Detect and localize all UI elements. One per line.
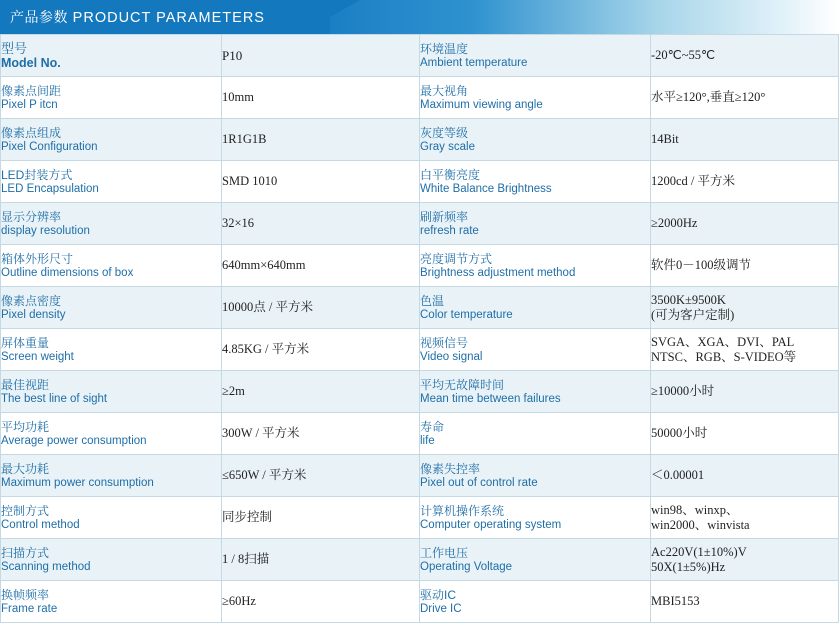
value-line: P10 [222, 48, 243, 63]
row-label-cell [1, 329, 222, 371]
table-row [1, 203, 839, 245]
row-value2-cell [651, 287, 839, 329]
row-value-cell [222, 77, 420, 119]
value2-line: Ac220V(1±10%)V [651, 544, 747, 559]
table-row [1, 329, 839, 371]
table-row [1, 455, 839, 497]
row-value-cell [222, 119, 420, 161]
label-en: Pixel P itcn [1, 98, 58, 111]
row-value-cell [222, 581, 420, 623]
label-cn: 显示分辨率 [1, 209, 62, 224]
label-en: Model No. [1, 55, 61, 70]
value2-line: ≥10000小时 [651, 384, 715, 398]
value2-line: MBI5153 [651, 594, 700, 608]
label2-en: Mean time between failures [420, 392, 561, 405]
value-line: 4.85KG / 平方米 [222, 342, 310, 356]
label2-en: Pixel out of control rate [420, 476, 538, 489]
row-value2-cell [651, 581, 839, 623]
row-label-cell [1, 371, 222, 413]
table-row [1, 77, 839, 119]
row-value-cell [222, 455, 420, 497]
value2-line: 50000小时 [651, 426, 708, 440]
label2-en: Ambient temperature [420, 56, 528, 69]
table-row [1, 35, 839, 77]
value2-line: win98、winxp、 [651, 502, 739, 517]
label2-en: White Balance Brightness [420, 182, 552, 195]
row-value-cell [222, 203, 420, 245]
row-label-cell [1, 539, 222, 581]
value2-line: ≥2000Hz [651, 216, 698, 230]
row-label2-cell [420, 539, 651, 581]
label2-en: Computer operating system [420, 518, 562, 531]
page-title [10, 5, 265, 30]
label-en: display resolution [1, 224, 90, 237]
label2-en: Brightness adjustment method [420, 266, 576, 279]
row-label2-cell [420, 581, 651, 623]
label-cn: 换帧频率 [1, 587, 50, 602]
row-label2-cell [420, 413, 651, 455]
value2-line: SVGA、XGA、DVI、PAL [651, 334, 795, 349]
label-cn: LED封装方式 [1, 167, 73, 182]
row-label2-cell [420, 371, 651, 413]
table-row [1, 371, 839, 413]
parameters-table-body [1, 35, 839, 623]
label-en: The best line of sight [1, 392, 108, 405]
label2-en: Maximum viewing angle [420, 98, 543, 111]
value-line: 1 / 8扫描 [222, 552, 270, 566]
label2-cn: 驱动IC [420, 587, 457, 602]
value-line: 同步控制 [222, 510, 273, 524]
row-label-cell [1, 161, 222, 203]
label2-en: Drive IC [420, 602, 462, 615]
row-label-cell [1, 119, 222, 161]
row-value-cell [222, 539, 420, 581]
table-row [1, 287, 839, 329]
row-label2-cell [420, 497, 651, 539]
label-cn: 像素点组成 [1, 125, 62, 140]
label2-cn: 灰度等级 [420, 125, 469, 140]
label2-cn: 工作电压 [420, 545, 469, 560]
row-label-cell [1, 497, 222, 539]
row-value2-cell [651, 413, 839, 455]
label2-cn: 刷新频率 [420, 209, 469, 224]
label2-cn: 环境温度 [420, 41, 469, 56]
label2-cn: 寿命 [420, 419, 445, 434]
page-title-en: PRODUCT PARAMETERS [72, 10, 265, 26]
row-label2-cell [420, 203, 651, 245]
table-row [1, 119, 839, 161]
value2-line: 14Bit [651, 132, 679, 146]
value2-line-2: (可为客户定制) [651, 307, 735, 322]
value-line: ≤650W / 平方米 [222, 468, 307, 482]
row-value2-cell [651, 161, 839, 203]
table-row [1, 581, 839, 623]
value2-line: 1200cd / 平方米 [651, 174, 736, 188]
banner-angled-edge [300, 0, 360, 34]
label-en: Maximum power consumption [1, 476, 154, 489]
value-line: ≥60Hz [222, 594, 256, 608]
row-label-cell [1, 35, 222, 77]
row-label-cell [1, 413, 222, 455]
value-line: 10000点 / 平方米 [222, 300, 313, 314]
value-line: ≥2m [222, 384, 245, 398]
row-label2-cell [420, 455, 651, 497]
value2-line: 水平≥120°,垂直≥120° [651, 90, 766, 104]
label2-en: life [420, 434, 435, 447]
label-cn: 型号 [1, 40, 28, 56]
page-title-cn: 产品参数 [10, 9, 68, 25]
label-cn: 控制方式 [1, 503, 50, 518]
table-row [1, 413, 839, 455]
row-value2-cell [651, 455, 839, 497]
label-en: Scanning method [1, 560, 91, 573]
row-label-cell [1, 77, 222, 119]
parameters-table [0, 34, 839, 623]
label-cn: 像素点间距 [1, 83, 62, 98]
value-line: 1R1G1B [222, 132, 267, 146]
row-value-cell [222, 497, 420, 539]
section-banner [0, 0, 839, 34]
row-value-cell [222, 245, 420, 287]
value-line: 10mm [222, 90, 254, 104]
row-label-cell [1, 455, 222, 497]
row-label2-cell [420, 245, 651, 287]
row-value-cell [222, 413, 420, 455]
value-line: 640mm×640mm [222, 258, 306, 272]
row-value-cell [222, 329, 420, 371]
label-en: Outline dimensions of box [1, 266, 134, 279]
label2-en: Operating Voltage [420, 560, 513, 573]
label2-cn: 最大视角 [420, 83, 469, 98]
row-value2-cell [651, 203, 839, 245]
row-value-cell [222, 35, 420, 77]
value-line: SMD 1010 [222, 174, 278, 188]
label-en: Pixel Configuration [1, 140, 98, 153]
value2-line: -20℃~55℃ [651, 48, 716, 62]
label-cn: 像素点密度 [1, 293, 62, 308]
value2-line-2: win2000、winvista [651, 517, 750, 532]
value2-line-2: NTSC、RGB、S-VIDEO等 [651, 349, 797, 364]
row-value2-cell [651, 329, 839, 371]
row-value2-cell [651, 539, 839, 581]
table-row [1, 161, 839, 203]
label-cn: 最大功耗 [1, 461, 50, 476]
value-line: 32×16 [222, 216, 255, 230]
row-label-cell [1, 203, 222, 245]
label2-en: Video signal [420, 350, 483, 363]
row-label2-cell [420, 161, 651, 203]
value2-line: 软件0－100级调节 [651, 258, 752, 272]
row-label2-cell [420, 329, 651, 371]
label2-cn: 亮度调节方式 [420, 251, 493, 266]
row-value2-cell [651, 119, 839, 161]
label2-en: Color temperature [420, 308, 513, 321]
label2-en: refresh rate [420, 224, 479, 237]
value2-line-2: 50X(1±5%)Hz [651, 559, 726, 574]
row-label2-cell [420, 77, 651, 119]
label-en: Screen weight [1, 350, 74, 363]
row-value2-cell [651, 35, 839, 77]
table-row [1, 245, 839, 287]
row-value-cell [222, 161, 420, 203]
label-en: LED Encapsulation [1, 182, 99, 195]
row-value2-cell [651, 245, 839, 287]
row-label2-cell [420, 119, 651, 161]
label-en: Average power consumption [1, 434, 147, 447]
row-label2-cell [420, 287, 651, 329]
label-en: Pixel density [1, 308, 66, 321]
label2-cn: 视频信号 [420, 335, 469, 350]
row-value2-cell [651, 497, 839, 539]
row-value-cell [222, 371, 420, 413]
label-cn: 平均功耗 [1, 419, 50, 434]
label2-cn: 色温 [420, 293, 445, 308]
label-cn: 屏体重量 [1, 335, 50, 350]
row-value-cell [222, 287, 420, 329]
table-row [1, 539, 839, 581]
banner-gradient-block [330, 0, 839, 34]
label2-cn: 平均无故障时间 [420, 377, 505, 392]
label-en: Control method [1, 518, 80, 531]
row-label2-cell [420, 35, 651, 77]
row-label-cell [1, 581, 222, 623]
label2-cn: 计算机操作系统 [420, 503, 505, 518]
label-en: Frame rate [1, 602, 58, 615]
label-cn: 箱体外形尺寸 [1, 251, 74, 266]
label2-cn: 白平衡亮度 [420, 167, 481, 182]
row-value2-cell [651, 77, 839, 119]
row-value2-cell [651, 371, 839, 413]
value2-line: ＜0.00001 [651, 468, 705, 482]
label2-en: Gray scale [420, 140, 475, 153]
value2-line: 3500K±9500K [651, 292, 726, 307]
row-label-cell [1, 287, 222, 329]
value-line: 300W / 平方米 [222, 426, 300, 440]
table-row [1, 497, 839, 539]
label-cn: 最佳视距 [1, 377, 50, 392]
row-label-cell [1, 245, 222, 287]
label2-cn: 像素失控率 [420, 461, 481, 476]
label-cn: 扫描方式 [1, 545, 50, 560]
